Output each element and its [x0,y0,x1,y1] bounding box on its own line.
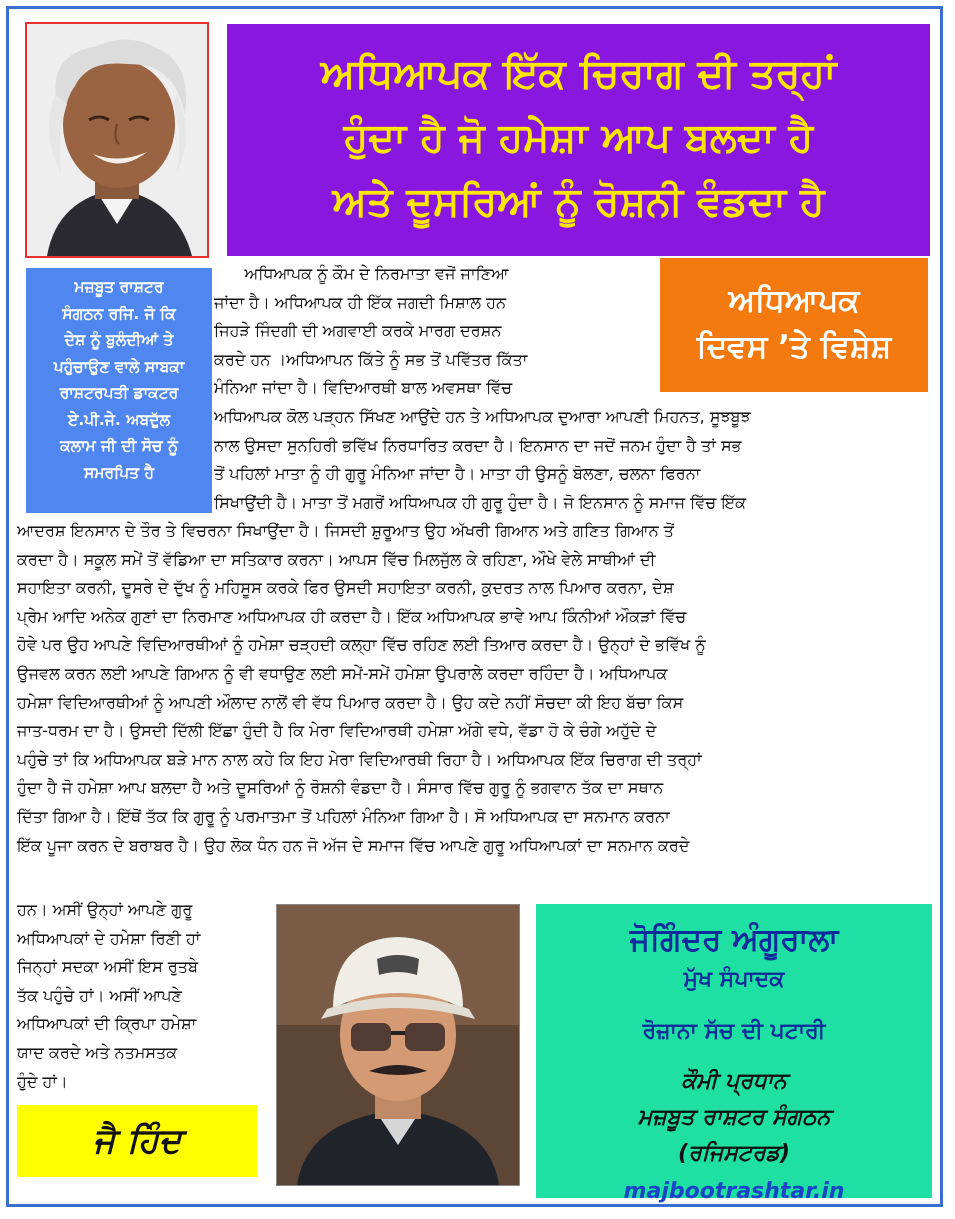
dedication-line: ਪਹੁੰਚਾਉਣ ਵਾਲੇ ਸਾਬਕਾ [53,357,185,376]
editor-portrait-image [276,904,520,1186]
article-line: ਜਿਨ੍ਹਾਂ ਸਦਕਾ ਅਸੀਂ ਇਸ ਰੁਤਬੇ [17,957,198,977]
editor-organization: ਮਜ਼ਬੂਤ ਰਾਸ਼ਟਰ ਸੰਗਠਨ [637,1105,831,1130]
article-line: ਆਦਰਸ਼ ਇਨਸਾਨ ਦੇ ਤੌਰ ਤੇ ਵਿਚਰਨਾ ਸਿਖਾਉਂਦਾ ਹੈ। ਜਿਸਦੀ ਸ਼ੁਰੂਆਤ ਉਹ ਅੱਖਰੀ ਗਿਆਨ ਅਤੇ ਗਣਿਤ ਗਿਆਨ ਤੋਂ [17,521,674,540]
editor-info-box [536,904,932,1204]
article-line: ਪ੍ਰੇਮ ਆਦਿ ਅਨੇਕ ਗੁਣਾਂ ਦਾ ਨਿਰਮਾਣ ਅਧਿਆਪਕ ਹੀ ਕਰਦਾ ਹੈ। ਇੱਕ ਅਧਿਆਪਕ ਭਾਵੇ ਆਪ ਕਿੰਨੀਆਂ ਔਕੜਾਂ ਵਿੱਚ [17,606,687,626]
headline-banner [227,24,930,256]
article-line: ਕਰਦੇ ਹਨ ।ਅਧਿਆਪਨ ਕਿੱਤੇ ਨੂੰ ਸਭ ਤੋਂ ਪਵਿੱਤਰ ਕਿੱਤਾ [214,349,528,369]
article-full-width [17,517,932,889]
special-line-1: ਅਧਿਆਪਕ [728,283,860,319]
editor-registered-label: (ਰਜਿਸਟਰਡ) [678,1141,790,1166]
headline-line-2: ਹੁੰਦਾ ਹੈ ਜੋ ਹਮੇਸ਼ਾ ਆਪ ਬਲਦਾ ਹੈ [343,115,814,161]
kalam-portrait-image [25,22,209,258]
article-line [17,860,932,889]
article-mid-column [214,403,932,517]
article-line: ਹੋਵੇ ਪਰ ਉਹ ਆਪਣੇ ਵਿਦਿਆਰਥੀਆਂ ਨੂੰ ਹਮੇਸ਼ਾ ਚੜ੍ਹਦੀ ਕਲ੍ਹਾ ਵਿੱਚ ਰਹਿਣ ਲਈ ਤਿਆਰ ਕਰਦਾ ਹੈ। ਉਨ੍ਹਾਂ ਦੇ ਭਵਿੱਖ ਨੂੰ [17,635,706,655]
article-line: ਕਰਦਾ ਹੈ। ਸਕੂਲ ਸਮੇਂ ਤੋਂ ਵੱਡਿਆ ਦਾ ਸਤਿਕਾਰ ਕਰਨਾ। ਆਪਸ ਵਿੱਚ ਮਿਲਜੁੱਲ ਕੇ ਰਹਿਣਾ, ਔਖੇ ਵੇਲੇ ਸਾਥੀਆਂ ਦੀ [17,549,656,569]
dedication-line: ਦੇਸ਼ ਨੂੰ ਬੁਲੰਦੀਆਂ ਤੇ [64,331,174,349]
editor-name: ਜੋਗਿੰਦਰ ਅੰਗੂਰਾਲਾ [629,922,839,958]
dedication-line: ਏ.ਪੀ.ਜੇ. ਅਬਦੁੱਲ [68,410,170,429]
article-line: ਜਿਹੜੇ ਜਿੰਦਗੀ ਦੀ ਅਗਵਾਈ ਕਰਕੇ ਮਾਰਗ ਦਰਸ਼ਨ [214,321,502,341]
dedication-line: ਕਲਾਮ ਜੀ ਦੀ ਸੋਚ ਨੂੰ [60,437,178,455]
editor-role: ਕੌਮੀ ਪ੍ਰਧਾਨ [681,1069,787,1094]
dedication-box [26,268,212,513]
editor-paper-name: ਰੋਜ਼ਾਨਾ ਸੱਚ ਦੀ ਪਟਾਰੀ [642,1019,826,1044]
article-bottom-column [17,896,273,1096]
article-top-column [214,260,654,403]
teachers-day-special-box [660,258,928,392]
article-line: ਹੁੰਦੇ ਹਾਂ। [17,1071,68,1091]
headline-line-3: ਅਤੇ ਦੂਸਰਿਆਂ ਨੂੰ ਰੋਸ਼ਨੀ ਵੰਡਦਾ ਹੈ [332,179,825,225]
article-line: ਨਾਲ ਉਸਦਾ ਸੁਨਹਿਰੀ ਭਵਿੱਖ ਨਿਰਧਾਰਿਤ ਕਰਦਾ ਹੈ। ਇਨਸਾਨ ਦਾ ਜਦੋਂ ਜਨਮ ਹੁੰਦਾ ਹੈ ਤਾਂ ਸਭ [214,435,742,455]
article-line: ਸਿਖਾਉਂਦੀ ਹੈ। ਮਾਤਾ ਤੋਂ ਮਗਰੋਂ ਅਧਿਆਪਕ ਹੀ ਗੁਰੂ ਹੁੰਦਾ ਹੈ। ਜੋ ਇਨਸਾਨ ਨੂੰ ਸਮਾਜ ਵਿੱਚ ਇੱਕ [214,492,747,512]
article-line: ਤੱਕ ਪਹੁੰਚੇ ਹਾਂ। ਅਸੀਂ ਆਪਣੇ [17,985,182,1005]
dedication-line: ਰਾਸ਼ਟਰਪਤੀ ਡਾਕਟਰ [59,384,179,402]
headline-line-1: ਅਧਿਆਪਕ ਇੱਕ ਚਿਰਾਗ ਦੀ ਤਰ੍ਹਾਂ [320,51,837,97]
editor-portrait-drawing [277,905,519,1185]
special-line-2: ਦਿਵਸ ’ਤੇ ਵਿਸ਼ੇਸ਼ [696,329,892,365]
dedication-line: ਸਮਰਪਿਤ ਹੈ [84,463,154,482]
article-line: ਉਜਵਲ ਕਰਨ ਲਈ ਆਪਣੇ ਗਿਆਨ ਨੂੰ ਵੀ ਵਧਾਉਣ ਲਈ ਸਮੇਂ-ਸਮੇਂ ਹਮੇਸ਼ਾ ਉਪਰਾਲੇ ਕਰਦਾ ਰਹਿੰਦਾ ਹੈ। ਅਧਿਆਪਕ [17,663,668,683]
article-line: ਤੋਂ ਪਹਿਲਾਂ ਮਾਤਾ ਨੂੰ ਹੀ ਗੁਰੂ ਮੰਨਿਆ ਜਾਂਦਾ ਹੈ। ਮਾਤਾ ਹੀ ਉਸਨੂੰ ਬੋਲਣਾ, ਚਲਨਾ ਫਿਰਨਾ [214,464,701,484]
kalam-portrait-drawing [27,24,207,256]
article-line: ਜਾਂਦਾ ਹੈ। ਅਧਿਆਪਕ ਹੀ ਇੱਕ ਜਗਦੀ ਮਿਸ਼ਾਲ ਹਨ [214,292,506,312]
article-line: ਇੱਕ ਪੂਜਾ ਕਰਨ ਦੇ ਬਰਾਬਰ ਹੈ। ਉਹ ਲੋਕ ਧੰਨ ਹਨ ਜੋ ਅੱਜ ਦੇ ਸਮਾਜ ਵਿੱਚ ਆਪਣੇ ਗੁਰੂ ਅਧਿਆਪਕਾਂ ਦਾ ਸਨਮਾਨ ਕਰਦੇ [17,835,690,855]
dedication-line: ਸੰਗਠਨ ਰਜਿ. ਜੋ ਕਿ [62,304,176,323]
article-line: ਸਹਾਇਤਾ ਕਰਨੀ, ਦੂਸਰੇ ਦੇ ਦੁੱਖ ਨੂੰ ਮਹਿਸੂਸ ਕਰਕੇ ਫਿਰ ਉਸਦੀ ਸਹਾਇਤਾ ਕਰਨੀ, ਕੁਦਰਤ ਨਾਲ ਪਿਆਰ ਕਰਨਾ, ਦੇਸ਼ [17,578,674,598]
editor-designation: ਮੁੱਖ ਸੰਪਾਦਕ [683,967,785,992]
article-line: ਅਧਿਆਪਕਾਂ ਦੀ ਕ੍ਰਿਪਾ ਹਮੇਸ਼ਾ [17,1014,197,1034]
article-line: ਦਿੱਤਾ ਗਿਆ ਹੈ। ਇੱਥੋਂ ਤੱਕ ਕਿ ਗੁਰੂ ਨੂੰ ਪਰਮਾਤਮਾ ਤੋਂ ਪਹਿਲਾਂ ਮੰਨਿਆ ਗਿਆ ਹੈ। ਸੋ ਅਧਿਆਪਕ ਦਾ ਸਨਮਾਨ ਕਰਨਾ [17,806,670,826]
article-line: ਹੁੰਦਾ ਹੈ ਜੋ ਹਮੇਸ਼ਾ ਆਪ ਬਲਦਾ ਹੈ ਅਤੇ ਦੂਸਰਿਆਂ ਨੂੰ ਰੋਸ਼ਨੀ ਵੰਡਦਾ ਹੈ। ਸੰਸਾਰ ਵਿੱਚ ਗੁਰੂ ਨੂੰ ਭਗਵਾਨ ਤੱਕ ਦਾ ਸਥਾਨ [17,778,664,798]
article-line: ਯਾਦ ਕਰਦੇ ਅਤੇ ਨਤਮਸਤਕ [17,1042,178,1062]
article-line: ਪਹੁੰਚੇ ਤਾਂ ਕਿ ਅਧਿਆਪਕ ਬੜੇ ਮਾਨ ਨਾਲ ਕਹੇ ਕਿ ਇਹ ਮੇਰਾ ਵਿਦਿਆਰਥੀ ਰਿਹਾ ਹੈ। ਅਧਿਆਪਕ ਇੱਕ ਚਿਰਾਗ ਦੀ ਤਰ੍ਹਾਂ [17,749,702,769]
article-line: ਹਮੇਸ਼ਾ ਵਿਦਿਆਰਥੀਆਂ ਨੂੰ ਆਪਣੀ ਔਲਾਦ ਨਾਲੋਂ ਵੀ ਵੱਧ ਪਿਆਰ ਕਰਦਾ ਹੈ। ਉਹ ਕਦੇ ਨਹੀਂ ਸੋਚਦਾ ਕੀ ਇਹ ਬੱਚਾ ਕਿਸ [17,692,684,712]
article-line: ਜਾਤ-ਧਰਮ ਦਾ ਹੈ। ਉਸਦੀ ਦਿੱਲੀ ਇੱਛਾ ਹੁੰਦੀ ਹੈ ਕਿ ਮੇਰਾ ਵਿਦਿਆਰਥੀ ਹਮੇਸ਼ਾ ਅੱਗੇ ਵਧੇ, ਵੱਡਾ ਹੋ ਕੇ ਚੰਗੇ ਅਹੁੱਦੇ ਦੇ [17,721,657,741]
article-line: ਅਧਿਆਪਕ ਕੋਲ ਪੜ੍ਹਨ ਸਿੱਖਣ ਆਉਂਦੇ ਹਨ ਤੇ ਅਧਿਆਪਕ ਦੁਆਰਾ ਆਪਣੀ ਮਿਹਨਤ, ਸੂਝਬੂਝ [214,407,751,426]
dedication-line: ਮਜ਼ਬੂਤ ਰਾਸ਼ਟਰ [74,278,164,296]
article-line: ਮੰਨਿਆ ਜਾਂਦਾ ਹੈ। ਵਿਦਿਆਰਥੀ ਬਾਲ ਅਵਸਥਾ ਵਿੱਚ [214,378,513,398]
jai-hind-banner: ਜੈ ਹਿੰਦ [17,1105,257,1177]
article-line: ਹਨ। ਅਸੀਂ ਉਨ੍ਹਾਂ ਆਪਣੇ ਗੁਰੂ [17,900,193,919]
article-line: ਅਧਿਆਪਕ ਨੂੰ ਕੌਮ ਦੇ ਨਿਰਮਾਤਾ ਵਜੋਂ ਜਾਣਿਆ [214,264,509,283]
article-line: ਅਧਿਆਪਕਾਂ ਦੇ ਹਮੇਸ਼ਾ ਰਿਣੀ ਹਾਂ [17,928,201,948]
editor-website-link[interactable]: majbootrashtar.in [623,1179,845,1204]
